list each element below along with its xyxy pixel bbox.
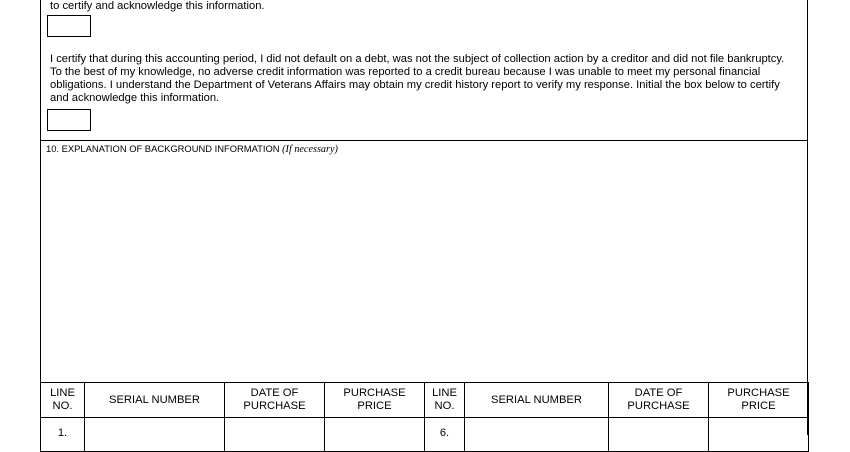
date-of-purchase-input[interactable] [228, 427, 321, 444]
section-divider [40, 140, 808, 141]
credit-certify-line-1: I certify that during this accounting period, I did not default on a debt, was not the subject of collection action by a creditor and did not file bankruptcy. [50, 53, 785, 65]
background-section-label [46, 143, 338, 155]
initial-box-previous[interactable] [47, 15, 91, 37]
background-label-text: 10. EXPLANATION OF BACKGROUND INFORMATION [46, 143, 280, 154]
credit-certify-line-2: To the best of my knowledge, no adverse credit information was reported to a credit bureau because I was unable to meet my personal financial [50, 66, 761, 78]
credit-certify-line-4: and acknowledge this information. [50, 92, 220, 104]
header-serial-number-left: SERIAL NUMBER [85, 383, 225, 418]
header-purchase-price-right: PURCHASE PRICE [709, 383, 809, 418]
credit-certify-line-3: obligations. I understand the Department of Veterans Affairs may obtain my credit history report to verify my response. Initial the box below to certify [50, 79, 780, 91]
purchase-price-input[interactable] [328, 427, 421, 444]
header-date-of-purchase-right: DATE OF PURCHASE [609, 383, 709, 418]
background-label-note: (If necessary) [282, 144, 338, 155]
table-header-row [41, 383, 809, 418]
header-line-no-right: LINE NO. [425, 383, 465, 418]
line-number-cell: 6. [425, 418, 465, 452]
date-of-purchase-input[interactable] [612, 427, 705, 444]
header-date-of-purchase-left: DATE OF PURCHASE [225, 383, 325, 418]
background-explanation-input[interactable] [44, 156, 804, 380]
serial-number-input[interactable] [90, 427, 219, 444]
certify-text-tail: to certify and acknowledge this information. [50, 0, 265, 12]
header-line-no-left: LINE NO. [41, 383, 85, 418]
line-number-cell: 1. [41, 418, 85, 452]
purchase-items-table [40, 382, 809, 452]
initial-box-credit[interactable] [47, 109, 91, 131]
header-purchase-price-left: PURCHASE PRICE [325, 383, 425, 418]
purchase-price-input[interactable] [712, 427, 805, 444]
header-serial-number-right: SERIAL NUMBER [465, 383, 609, 418]
serial-number-input[interactable] [470, 427, 603, 444]
